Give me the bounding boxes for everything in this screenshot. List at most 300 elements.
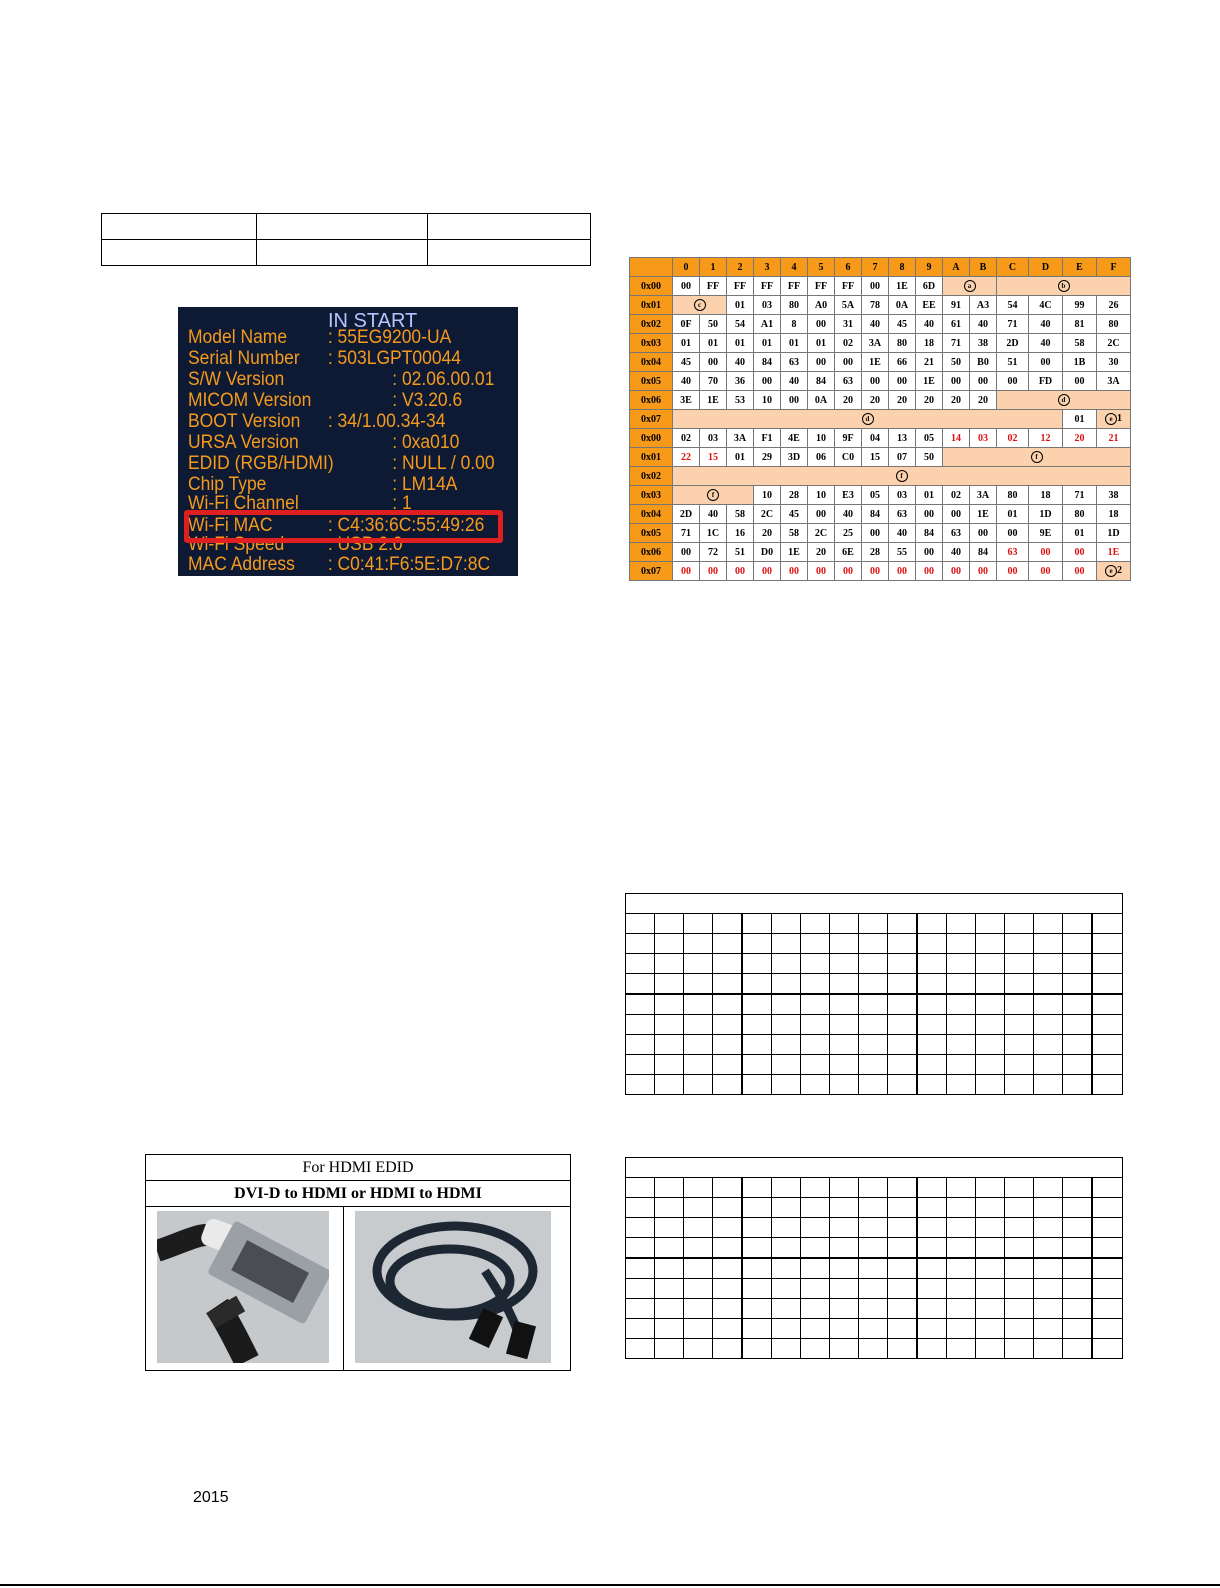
hdmi-edid-box	[145, 1154, 571, 1371]
grid-cell	[626, 954, 655, 974]
hex-cell: 00	[862, 524, 889, 543]
grid-cell	[801, 934, 830, 954]
hex-cell: FF	[727, 277, 754, 296]
hex-cell: 00	[1063, 562, 1097, 581]
grid-cell	[772, 1198, 801, 1218]
info-value: : 1	[392, 493, 412, 514]
grid-cell	[888, 974, 918, 995]
hex-cell: 58	[781, 524, 808, 543]
empty-info-table	[101, 213, 591, 266]
hex-row	[630, 467, 1131, 486]
grid-cell	[947, 934, 976, 954]
grid-cell	[888, 914, 918, 934]
info-label: MAC Address	[188, 554, 295, 575]
grid-cell	[888, 1319, 918, 1339]
hex-cell: 2	[727, 258, 754, 277]
grid-cell	[713, 1299, 743, 1319]
hex-cell: 81	[1063, 315, 1097, 334]
hex-cell: 00	[970, 372, 997, 391]
grid-cell	[1063, 1178, 1093, 1198]
marker-cell	[997, 277, 1131, 296]
hex-cell: 20	[970, 391, 997, 410]
hex-cell: 1E	[970, 505, 997, 524]
grid-title-cell	[626, 1158, 1123, 1178]
grid-cell	[742, 1279, 772, 1299]
grid-cell	[1005, 1075, 1034, 1095]
hex-cell: 00	[970, 524, 997, 543]
grid-cell	[947, 954, 976, 974]
hex-cell: 55	[889, 543, 916, 562]
grid-cell	[655, 1319, 684, 1339]
hex-cell: 2D	[673, 505, 700, 524]
grid-cell	[655, 1279, 684, 1299]
grid-cell	[976, 1055, 1005, 1075]
hex-cell: 00	[754, 372, 781, 391]
grid-cell	[976, 1339, 1005, 1359]
grid-cell	[684, 1299, 713, 1319]
grid-cell	[976, 994, 1005, 1015]
grid-cell	[655, 1238, 684, 1259]
grid-cell	[830, 974, 859, 995]
marker-cell: e 2	[1097, 562, 1131, 581]
grid-cell	[1092, 914, 1123, 934]
hex-cell: 71	[997, 315, 1029, 334]
instart-title: IN START	[328, 310, 418, 332]
grid-cell	[772, 954, 801, 974]
grid-cell	[742, 1015, 772, 1035]
hex-cell: 31	[835, 315, 862, 334]
info-label: Wi-Fi Speed	[188, 534, 285, 555]
grid-cell	[976, 1035, 1005, 1055]
hex-cell: 1E	[889, 277, 916, 296]
grid-cell	[1063, 1258, 1093, 1279]
grid-cell	[1034, 1035, 1063, 1055]
grid-cell	[1034, 1279, 1063, 1299]
info-row	[188, 432, 460, 454]
grid-cell	[1034, 1339, 1063, 1359]
hex-cell: 3D	[781, 448, 808, 467]
grid-cell	[888, 1178, 918, 1198]
hex-cell: 5	[808, 258, 835, 277]
hex-cell: 80	[889, 334, 916, 353]
grid-cell	[801, 954, 830, 974]
empty-edid-grid-2	[625, 1157, 1123, 1359]
grid-title-cell	[626, 894, 1123, 914]
hex-cell: 14	[943, 429, 970, 448]
hex-cell: FF	[700, 277, 727, 296]
grid-cell	[1063, 1339, 1093, 1359]
hex-cell: 1D	[1029, 505, 1063, 524]
grid-cell	[947, 1178, 976, 1198]
hex-cell: 80	[1097, 315, 1131, 334]
hex-row	[630, 277, 1131, 296]
hex-cell: 00	[781, 391, 808, 410]
hex-cell: 51	[727, 543, 754, 562]
grid-cell	[1034, 914, 1063, 934]
grid-cell	[947, 1339, 976, 1359]
grid-cell	[801, 1015, 830, 1035]
grid-cell	[1063, 1238, 1093, 1259]
grid-cell	[801, 1339, 830, 1359]
circled-marker: a	[964, 280, 976, 292]
circled-marker: b	[1058, 280, 1070, 292]
grid-cell	[1092, 994, 1123, 1015]
grid-cell	[1005, 1299, 1034, 1319]
hex-row	[630, 372, 1131, 391]
grid-cell	[1092, 1055, 1123, 1075]
grid-cell	[888, 934, 918, 954]
grid-cell	[888, 1238, 918, 1259]
grid-cell	[976, 934, 1005, 954]
grid-cell	[859, 974, 888, 995]
grid-cell	[713, 1198, 743, 1218]
hex-cell: 4	[781, 258, 808, 277]
grid-cell	[1034, 974, 1063, 995]
grid-cell	[947, 1258, 976, 1279]
hex-cell: 10	[808, 486, 835, 505]
grid-cell	[1092, 1339, 1123, 1359]
hex-cell: 0x06	[630, 543, 673, 562]
hex-cell: 0x05	[630, 372, 673, 391]
hex-cell: E	[1063, 258, 1097, 277]
grid-cell	[976, 1075, 1005, 1095]
grid-cell	[830, 994, 859, 1015]
info-value: : C4:36:6C:55:49:26	[327, 515, 485, 536]
info-label: Chip Type	[188, 474, 267, 495]
hex-cell: 15	[862, 448, 889, 467]
grid-cell	[772, 994, 801, 1015]
grid-cell	[976, 1299, 1005, 1319]
grid-cell	[917, 1178, 947, 1198]
grid-cell	[947, 1319, 976, 1339]
grid-cell	[742, 954, 772, 974]
grid-cell	[801, 1299, 830, 1319]
hex-cell: 00	[943, 562, 970, 581]
grid-cell	[655, 1035, 684, 1055]
hex-cell: 10	[754, 486, 781, 505]
grid-cell	[713, 1238, 743, 1259]
hex-row	[630, 315, 1131, 334]
grid-cell	[888, 994, 918, 1015]
hex-cell: 00	[673, 562, 700, 581]
hex-cell: 02	[943, 486, 970, 505]
hex-cell: 40	[943, 543, 970, 562]
hex-cell: 40	[700, 505, 727, 524]
hex-cell: 84	[970, 543, 997, 562]
grid-cell	[1005, 954, 1034, 974]
grid-cell	[976, 1238, 1005, 1259]
hex-cell: 40	[1029, 334, 1063, 353]
hex-cell: 00	[673, 543, 700, 562]
hex-cell: 71	[1063, 486, 1097, 505]
info-label: BOOT Version	[188, 411, 301, 432]
hex-cell: 0x05	[630, 524, 673, 543]
info-value: : NULL / 0.00	[392, 453, 495, 474]
grid-cell	[1005, 1238, 1034, 1259]
grid-cell	[713, 974, 743, 995]
hex-cell: 70	[700, 372, 727, 391]
grid-cell	[947, 1075, 976, 1095]
grid-cell	[888, 1299, 918, 1319]
hex-cell: 25	[835, 524, 862, 543]
grid-cell	[626, 994, 655, 1015]
hex-cell: A1	[754, 315, 781, 334]
hex-cell: 1E	[781, 543, 808, 562]
grid-cell	[742, 1238, 772, 1259]
grid-cell	[801, 974, 830, 995]
grid-cell	[917, 1279, 947, 1299]
grid-cell	[947, 1218, 976, 1238]
hex-cell: 00	[808, 562, 835, 581]
grid-cell	[772, 1055, 801, 1075]
grid-cell	[801, 1319, 830, 1339]
hex-cell: 0x02	[630, 467, 673, 486]
info-row	[188, 411, 446, 433]
grid-cell	[917, 974, 947, 995]
grid-cell	[684, 1238, 713, 1259]
grid-cell	[772, 1339, 801, 1359]
grid-cell	[947, 1238, 976, 1259]
hex-cell: 80	[781, 296, 808, 315]
hex-cell: 00	[754, 562, 781, 581]
hex-cell: 20	[1063, 429, 1097, 448]
grid-cell	[1005, 1218, 1034, 1238]
grid-cell	[1092, 934, 1123, 954]
hex-cell: 40	[862, 315, 889, 334]
hex-cell: 36	[727, 372, 754, 391]
hex-cell: 0x02	[630, 315, 673, 334]
grid-cell	[976, 1178, 1005, 1198]
hex-cell: 01	[727, 448, 754, 467]
hex-cell: 0x01	[630, 296, 673, 315]
info-value: : USB 2.0	[327, 534, 403, 555]
hex-cell: 63	[943, 524, 970, 543]
grid-cell	[859, 1258, 888, 1279]
hex-cell: 40	[835, 505, 862, 524]
grid-cell	[1092, 1075, 1123, 1095]
grid-cell	[713, 1178, 743, 1198]
table-cell	[102, 214, 257, 240]
hex-cell: 20	[916, 391, 943, 410]
hex-cell: 91	[943, 296, 970, 315]
hex-cell: 54	[727, 315, 754, 334]
info-value: : 0xa010	[392, 432, 460, 453]
hex-cell: 2C	[1097, 334, 1131, 353]
marker-cell	[673, 410, 1063, 429]
hex-cell: 03	[889, 486, 916, 505]
grid-cell	[742, 1299, 772, 1319]
grid-cell	[772, 1178, 801, 1198]
hdmi-cable-photo	[355, 1211, 551, 1363]
grid-cell	[1063, 974, 1093, 995]
hex-row	[630, 429, 1131, 448]
info-label: Wi-Fi MAC	[188, 515, 273, 536]
hex-cell: C	[997, 258, 1029, 277]
hex-cell: FF	[754, 277, 781, 296]
hex-cell: 3E	[673, 391, 700, 410]
hex-cell: 45	[781, 505, 808, 524]
circled-marker: e	[1105, 413, 1117, 425]
hdmi-edid-title: For HDMI EDID	[146, 1155, 570, 1181]
grid-cell	[976, 1279, 1005, 1299]
hex-cell: FF	[808, 277, 835, 296]
hex-cell: 00	[1029, 562, 1063, 581]
hex-cell: A0	[808, 296, 835, 315]
grid-cell	[917, 1075, 947, 1095]
grid-cell	[772, 1279, 801, 1299]
grid-cell	[976, 1258, 1005, 1279]
grid-cell	[859, 1279, 888, 1299]
grid-cell	[888, 1055, 918, 1075]
marker-cell	[673, 486, 754, 505]
hex-cell: 1E	[1097, 543, 1131, 562]
hex-cell: D0	[754, 543, 781, 562]
grid-cell	[859, 1238, 888, 1259]
hex-cell: 80	[997, 486, 1029, 505]
grid-cell	[859, 1015, 888, 1035]
grid-cell	[830, 1015, 859, 1035]
hex-cell: 40	[673, 372, 700, 391]
grid-cell	[830, 934, 859, 954]
grid-cell	[742, 1055, 772, 1075]
hex-cell: 03	[754, 296, 781, 315]
info-label: URSA Version	[188, 432, 299, 453]
hex-cell: 4C	[1029, 296, 1063, 315]
hex-cell: B	[970, 258, 997, 277]
grid-cell	[1063, 954, 1093, 974]
circled-marker: d	[862, 413, 874, 425]
hex-cell: 00	[997, 524, 1029, 543]
grid-cell	[947, 1198, 976, 1218]
grid-cell	[1063, 1198, 1093, 1218]
table-cell	[257, 214, 428, 240]
grid-cell	[801, 1258, 830, 1279]
hex-cell: 4E	[781, 429, 808, 448]
grid-cell	[713, 1258, 743, 1279]
info-row	[188, 453, 495, 475]
grid-cell	[655, 1198, 684, 1218]
grid-cell	[1092, 1035, 1123, 1055]
grid-cell	[684, 974, 713, 995]
grid-cell	[888, 1339, 918, 1359]
grid-cell	[859, 1339, 888, 1359]
info-value: : 34/1.00.34-34	[327, 411, 446, 432]
grid-cell	[713, 954, 743, 974]
grid-cell	[830, 1198, 859, 1218]
hex-cell: 01	[727, 296, 754, 315]
hex-cell: 71	[943, 334, 970, 353]
circled-marker: f	[707, 489, 719, 501]
grid-cell	[801, 914, 830, 934]
hex-cell: 29	[754, 448, 781, 467]
grid-cell	[801, 1198, 830, 1218]
hex-cell: 1	[700, 258, 727, 277]
hex-cell: 2D	[997, 334, 1029, 353]
hex-cell: 22	[673, 448, 700, 467]
hex-cell: 45	[889, 315, 916, 334]
hex-cell: 0x01	[630, 448, 673, 467]
grid-cell	[742, 974, 772, 995]
table-cell	[428, 214, 591, 240]
hex-cell: 12	[1029, 429, 1063, 448]
grid-cell	[830, 914, 859, 934]
hex-cell: C0	[835, 448, 862, 467]
hex-cell: 00	[727, 562, 754, 581]
hex-cell: 00	[835, 562, 862, 581]
hex-cell: 00	[889, 372, 916, 391]
grid-cell	[1034, 1218, 1063, 1238]
grid-cell	[713, 934, 743, 954]
grid-cell	[947, 1299, 976, 1319]
hex-cell: 54	[997, 296, 1029, 315]
grid-cell	[888, 954, 918, 974]
hex-cell: 9F	[835, 429, 862, 448]
hex-row	[630, 543, 1131, 562]
edid-hex-table	[629, 257, 1131, 581]
hex-cell: E3	[835, 486, 862, 505]
grid-cell	[655, 934, 684, 954]
grid-cell	[917, 1238, 947, 1259]
grid-cell	[772, 934, 801, 954]
circled-marker: d	[1058, 394, 1070, 406]
hex-cell: 51	[997, 353, 1029, 372]
grid-cell	[976, 914, 1005, 934]
hex-cell: 45	[673, 353, 700, 372]
grid-cell	[713, 1055, 743, 1075]
hex-cell: 6E	[835, 543, 862, 562]
grid-cell	[772, 1299, 801, 1319]
grid-cell	[830, 1258, 859, 1279]
grid-cell	[684, 1055, 713, 1075]
grid-cell	[1063, 1319, 1093, 1339]
grid-cell	[859, 1178, 888, 1198]
hex-row	[630, 524, 1131, 543]
grid-cell	[830, 1178, 859, 1198]
grid-cell	[859, 954, 888, 974]
grid-cell	[801, 1218, 830, 1238]
hex-cell: 10	[754, 391, 781, 410]
hex-cell: 28	[862, 543, 889, 562]
grid-cell	[830, 1299, 859, 1319]
grid-cell	[684, 1075, 713, 1095]
info-row	[188, 348, 461, 370]
hex-cell: 00	[835, 353, 862, 372]
hex-cell: 1E	[700, 391, 727, 410]
grid-cell	[830, 1035, 859, 1055]
hex-cell: 02	[997, 429, 1029, 448]
info-row	[188, 390, 463, 412]
grid-cell	[1005, 914, 1034, 934]
hex-cell: 8	[889, 258, 916, 277]
grid-cell	[1063, 1015, 1093, 1035]
marker-cell	[997, 391, 1131, 410]
wifi-mac-highlight-box	[184, 510, 503, 543]
circled-marker: f	[896, 470, 908, 482]
grid-cell	[655, 1055, 684, 1075]
hex-cell: 00	[862, 562, 889, 581]
hex-cell: D	[1029, 258, 1063, 277]
grid-cell	[1063, 1035, 1093, 1055]
grid-cell	[655, 914, 684, 934]
grid-cell	[1005, 934, 1034, 954]
grid-cell	[888, 1218, 918, 1238]
grid-cell	[1005, 1015, 1034, 1035]
grid-cell	[742, 934, 772, 954]
grid-cell	[1005, 1055, 1034, 1075]
grid-cell	[626, 1035, 655, 1055]
hex-cell: 05	[916, 429, 943, 448]
grid-cell	[1005, 1258, 1034, 1279]
